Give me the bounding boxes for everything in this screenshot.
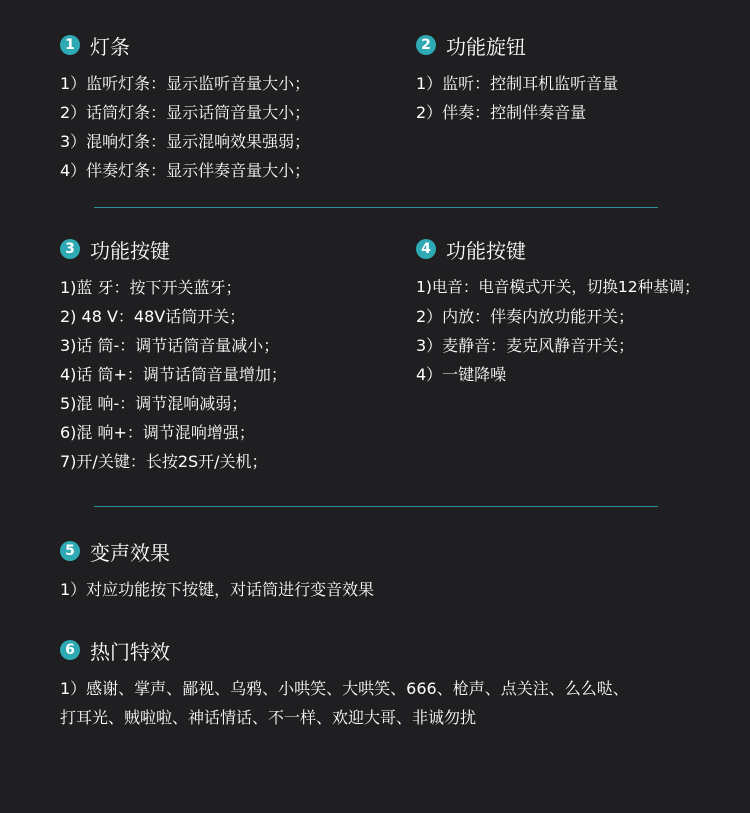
section-title: 功能旋钮 [446, 34, 526, 59]
section-function-keys-left [60, 235, 287, 476]
number-badge-icon: 6 [60, 640, 80, 660]
list-item: 2）话筒灯条：显示话筒音量大小； [60, 103, 311, 122]
list-item: 3)话 筒-：调节话筒音量减小； [60, 336, 280, 355]
section-heading [60, 31, 310, 59]
divider [94, 506, 658, 507]
section-title: 变声效果 [90, 540, 170, 565]
section-voice-effects [60, 537, 374, 604]
number-badge-icon: 4 [416, 239, 436, 259]
list-item: 2）伴奏：控制伴奏音量 [416, 103, 587, 122]
list-item: 2）内放：伴奏内放功能开关； [416, 307, 635, 326]
section-light-bars [60, 31, 310, 185]
list-item: 1)蓝 牙：按下开关蓝牙； [60, 278, 242, 297]
item-list [416, 69, 618, 127]
section-heading [416, 235, 700, 263]
number-badge-icon: 3 [60, 239, 80, 259]
item-list [60, 273, 287, 476]
list-item: 7)开/关键：长按2S开/关机； [60, 452, 268, 471]
list-item: 3）麦静音：麦克风静音开关； [416, 336, 635, 355]
item-list [60, 69, 310, 185]
item-list [60, 674, 629, 732]
list-item: 4）伴奏灯条：显示伴奏音量大小； [60, 161, 311, 180]
section-popular-effects [60, 636, 629, 732]
section-heading [60, 235, 287, 263]
number-badge-icon: 2 [416, 35, 436, 55]
list-item: 1）对应功能按下按键，对话筒进行变音效果 [60, 580, 375, 599]
number-badge-icon: 5 [60, 541, 80, 561]
item-list [60, 575, 374, 604]
list-item: 打耳光、贼啦啦、神话情话、不一样、欢迎大哥、非诚勿扰 [60, 708, 477, 727]
section-heading [60, 537, 374, 565]
item-list [416, 273, 700, 389]
section-title: 功能按键 [90, 238, 170, 263]
list-item: 4)话 筒+：调节话筒音量增加； [60, 365, 287, 384]
list-item: 3）混响灯条：显示混响效果强弱； [60, 132, 311, 151]
list-item: 2) 48 V：48V话筒开关； [60, 307, 246, 326]
list-item: 5)混 响-：调节混响减弱； [60, 394, 248, 413]
section-heading [416, 31, 618, 59]
section-title: 热门特效 [90, 639, 170, 664]
section-heading [60, 636, 629, 664]
list-item: 6)混 响+：调节混响增强； [60, 423, 255, 442]
divider [94, 207, 658, 208]
section-title: 灯条 [90, 34, 130, 59]
list-item: 1）监听灯条：显示监听音量大小； [60, 74, 311, 93]
list-item: 4）一键降噪 [416, 365, 507, 384]
list-item: 1）感谢、掌声、鄙视、乌鸦、小哄笑、大哄笑、666、枪声、点关注、么么哒、 [60, 679, 629, 698]
number-badge-icon: 1 [60, 35, 80, 55]
list-item: 1)电音：电音模式开关，切换12种基调； [416, 278, 700, 296]
section-function-keys-right [416, 235, 700, 389]
section-title: 功能按键 [446, 238, 526, 263]
section-function-knobs [416, 31, 618, 127]
list-item: 1）监听：控制耳机监听音量 [416, 74, 619, 93]
